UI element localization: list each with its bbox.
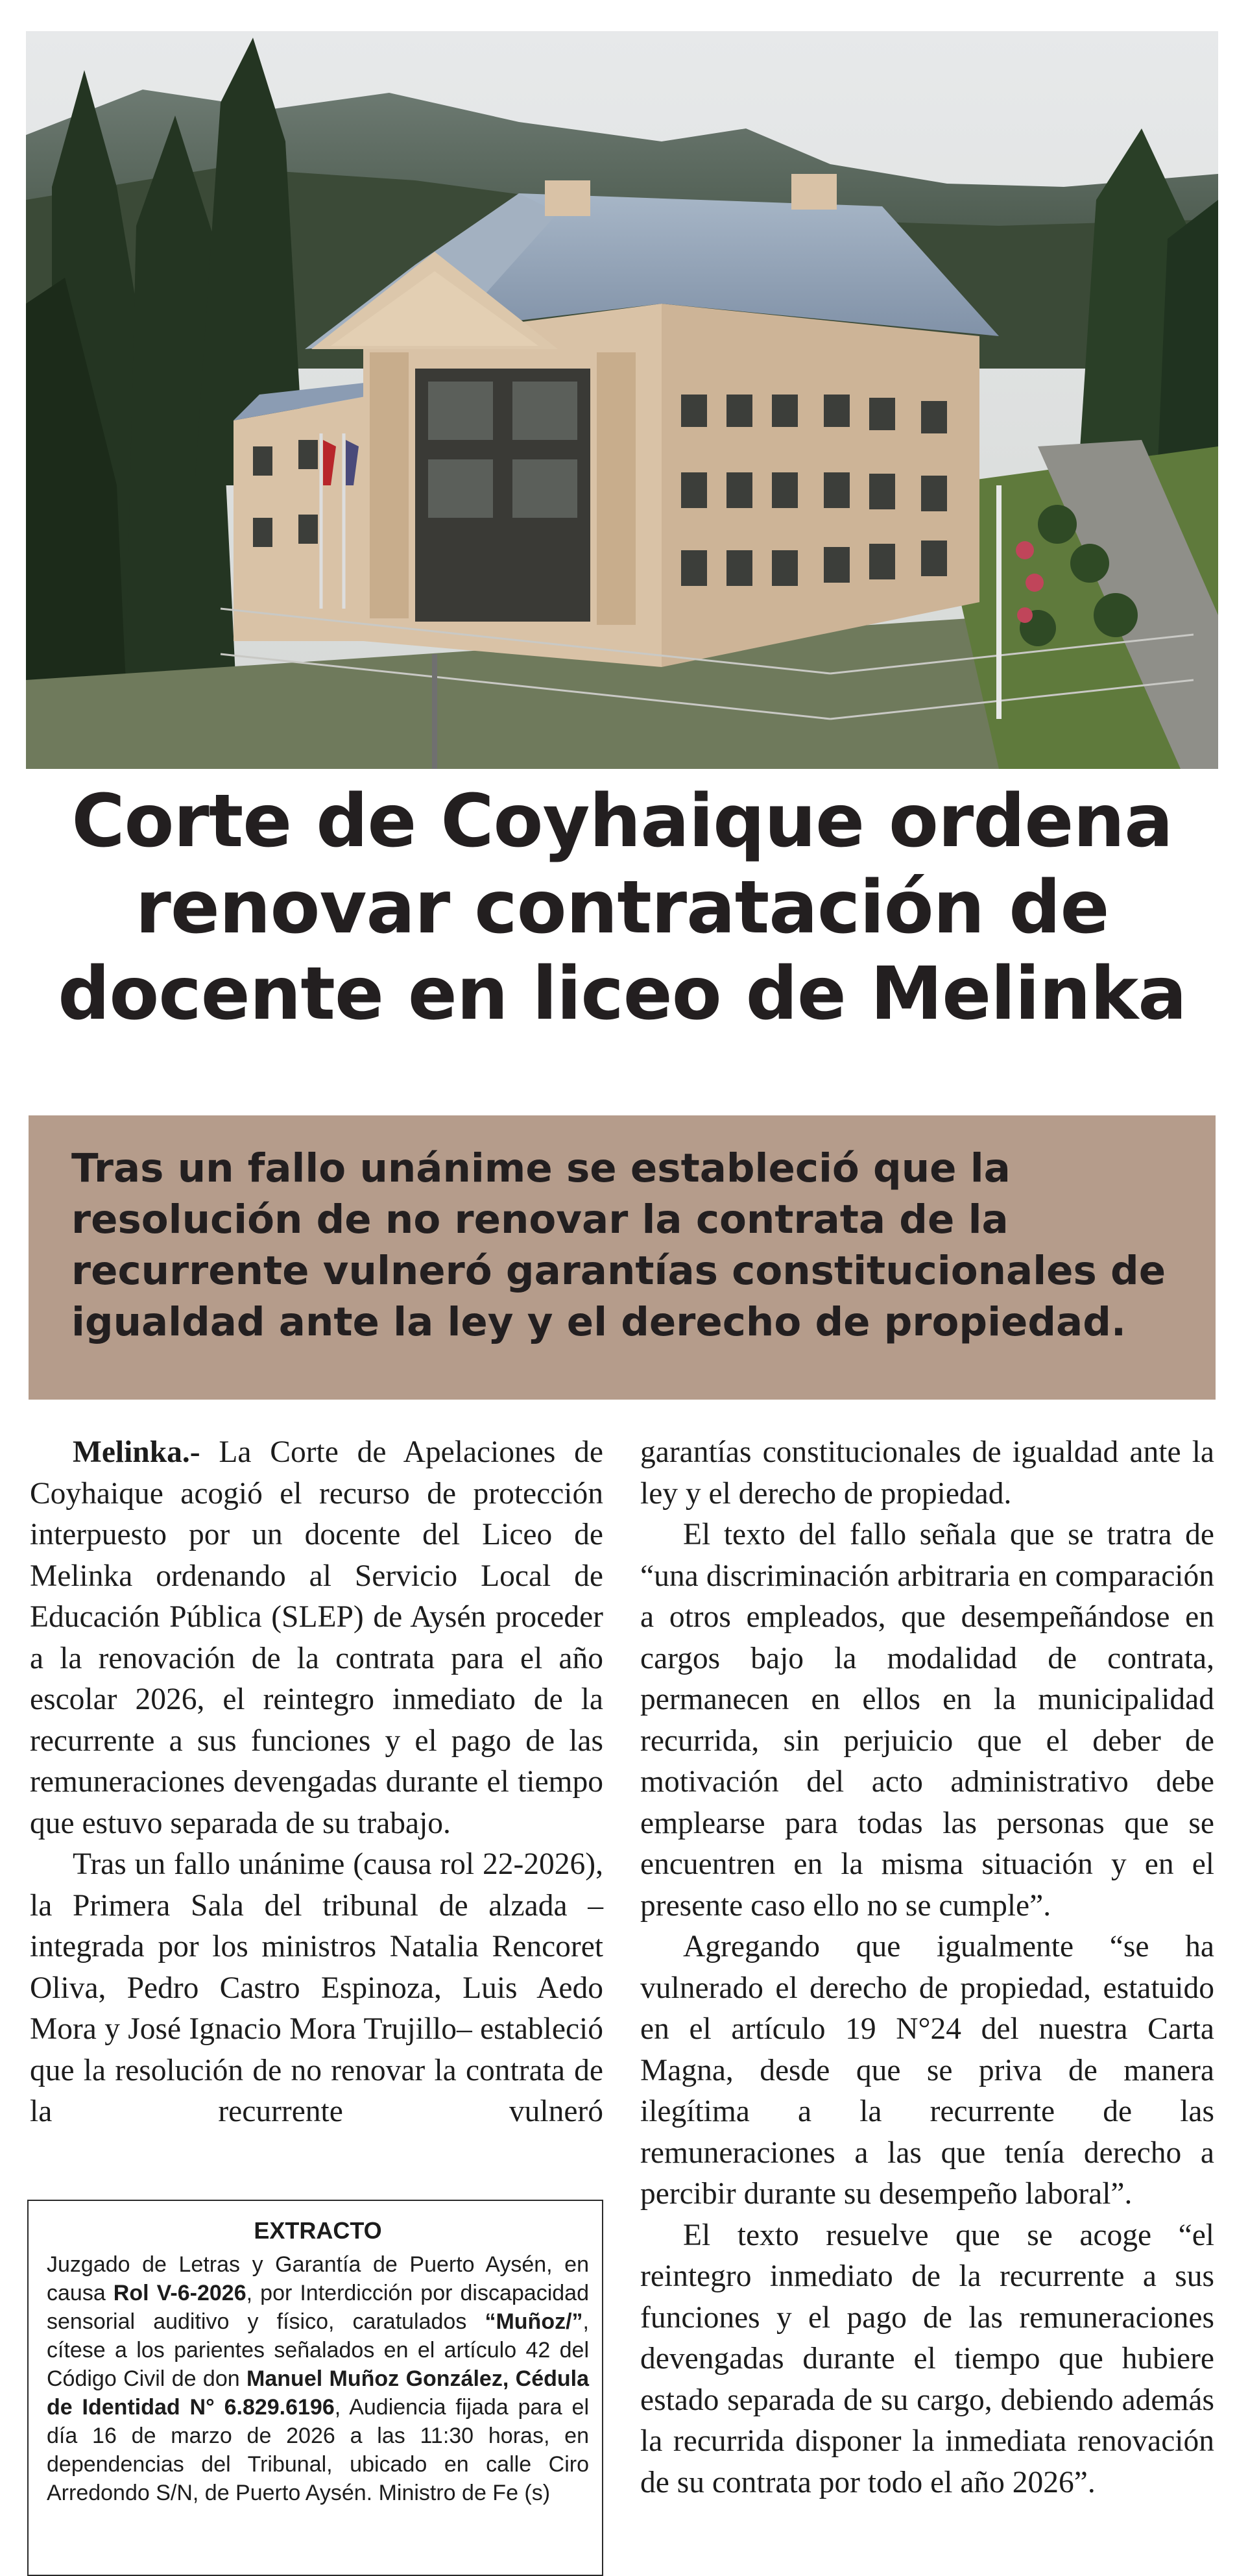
article-column-left: [30, 1432, 603, 2133]
notice-case-title: “Muñoz/”: [485, 2309, 583, 2334]
notice-person-id: Manuel Muñoz González, Cédula de Identidad N° 6.829.6196: [47, 2366, 589, 2420]
notice-text-1: Juzgado de Letras y Garantía de Puerto Aysén, en causa: [47, 2252, 589, 2305]
article-paragraph-2: Tras un fallo unánime (causa rol 22-2026), la Primera Sala del tribunal de alzada –integrada por los ministros Natalia Rencoret Oliva, Pedro Castro Espinoza, Luis Aedo Mora y José Ignacio Mora Trujillo– estableció que la resolución de no renovar la contrata de la recurrente vulneró: [30, 1847, 603, 2128]
paragraph-1-text: La Corte de Apelaciones de Coyhaique acogió el recurso de protección interpuesto por un docente del Liceo de Melinka ordenando al Servicio Local de Educación Pública (SLEP) de Aysén proceder a la renovación de la contrata para el año escolar 2026, el reintegro inmediato de la recurrente a sus funciones y el pago de las remuneraciones devengadas durante el tiempo que estuvo separada de su trabajo.: [30, 1435, 603, 1840]
article-paragraph-2-continued: garantías constitucionales de igualdad ante la ley y el derecho de propiedad.: [640, 1435, 1214, 1511]
headline-line-3: docente en liceo de Melinka: [58, 952, 1186, 1036]
notice-text-2: , por Interdicción por discapacidad sensorial auditivo y físico, caratulados: [47, 2281, 589, 2334]
dek-box: [29, 1115, 1216, 1400]
dateline: Melinka.-: [73, 1435, 200, 1469]
legal-notice-text: [47, 2250, 589, 2507]
notice-text-3: , cítese a los parientes señalados en el artículo 42 del Código Civil de don: [47, 2309, 589, 2391]
legal-notice-box: [27, 2200, 603, 2576]
legal-notice-title: EXTRACTO: [254, 2217, 382, 2244]
article-paragraph-1: [30, 1432, 603, 1844]
headline-line-1: Corte de Coyhaique ordena: [71, 779, 1173, 864]
article-paragraph-5: El texto resuelve que se acoge “el reintegro inmediato de la recurrente a sus funciones y el pago de las remuneraciones devengadas durante el tiempo que hubiere estado separada de su cargo, debiendo además la recurrida disponer la inmediata renovación de su contrata por todo el año 2026”.: [640, 2218, 1214, 2499]
article-photo: [26, 31, 1218, 769]
courthouse-photo: [26, 31, 1218, 769]
article-paragraph-4: Agregando que igualmente “se ha vulnerado el derecho de propiedad, estatuido en el artículo 19 N°24 del nuestra Carta Magna, desde que se priva de manera ilegítima a la recurrente de las remuneraciones a las que tenía derecho a percibir durante su desempeño laboral”.: [640, 1930, 1214, 2211]
article-paragraph-3: El texto del fallo señala que se tratra de “una discriminación arbitraria en comparación a otros empleados, que desempeñándose en cargos bajo la modalidad de contrata, permanecen en ellos en la municipalidad recurrida, sin perjuicio que el deber de motivación del acto administrativo debe emplearse para todas las personas que se encuentren en la misma situación y en el presente caso ello no se cumple”.: [640, 1518, 1214, 1923]
dek-text: Tras un fallo unánime se estableció que la resolución de no renovar la contrata de la recurrente vulneró garantías constitucionales de igualdad ante la ley y el derecho de propiedad.: [71, 1145, 1166, 1345]
notice-case-number: Rol V-6-2026: [113, 2281, 246, 2305]
headline: [26, 779, 1218, 1038]
notice-text-4: , Audiencia fijada para el día 16 de marzo de 2026 a las 11:30 horas, en dependencias del Tribunal, ubicado en calle Ciro Arredondo S/N, de Puerto Aysén. Ministro de Fe (s): [47, 2395, 589, 2505]
headline-line-2: renovar contratación de: [135, 866, 1109, 950]
article-column-right: [640, 1432, 1214, 2503]
